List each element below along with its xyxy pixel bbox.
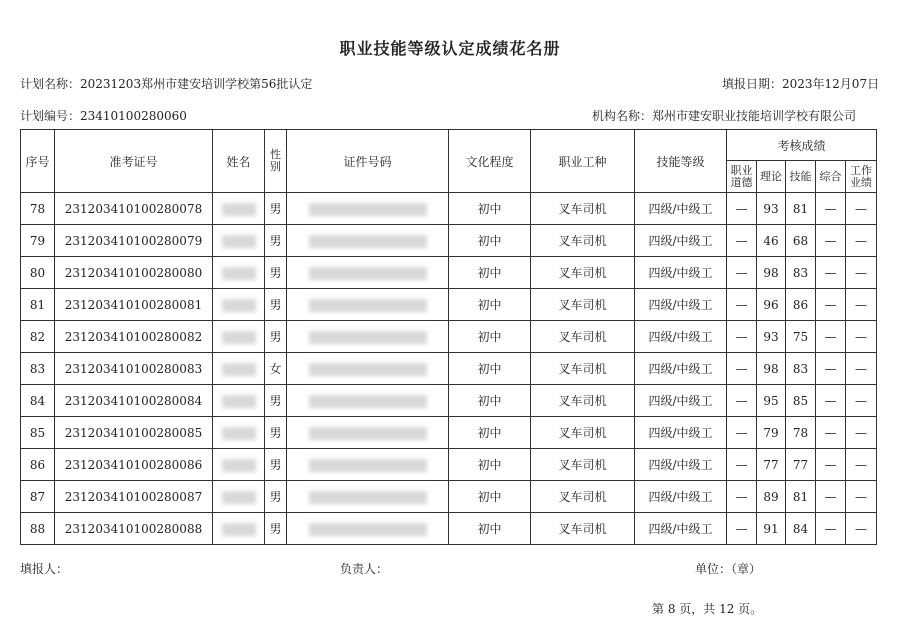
- cell-job: 叉车司机: [531, 289, 635, 321]
- header-seq: 序号: [21, 130, 55, 193]
- cell-exam-no: 231203410100280085: [55, 417, 213, 449]
- redacted-cert-no: [287, 353, 449, 385]
- cell-level: 四级/中级工: [635, 257, 727, 289]
- table-row: [21, 481, 877, 513]
- cell-job: 叉车司机: [531, 513, 635, 545]
- redaction-blur: [222, 491, 256, 504]
- redaction-blur: [309, 459, 427, 472]
- cell-level: 四级/中级工: [635, 417, 727, 449]
- cell-job: 叉车司机: [531, 257, 635, 289]
- redacted-name: [213, 289, 265, 321]
- cell-level: 四级/中级工: [635, 513, 727, 545]
- header-education: 文化程度: [449, 130, 531, 193]
- cell-overall: —: [816, 225, 846, 257]
- plan-name: 计划名称：20231203郑州市建安培训学校第56批认定: [20, 77, 313, 91]
- cell-work: —: [846, 513, 877, 545]
- redacted-name: [213, 449, 265, 481]
- cell-level: 四级/中级工: [635, 289, 727, 321]
- filler-label: 填报人：: [20, 562, 69, 576]
- cell-work: —: [846, 257, 877, 289]
- redaction-blur: [222, 363, 256, 376]
- cell-job: 叉车司机: [531, 225, 635, 257]
- header-overall: 综合: [816, 161, 846, 193]
- cell-seq: 79: [21, 225, 55, 257]
- table-row: [21, 225, 877, 257]
- cell-work: —: [846, 321, 877, 353]
- redacted-name: [213, 225, 265, 257]
- cell-gender: 男: [265, 225, 287, 257]
- cell-exam-no: 231203410100280079: [55, 225, 213, 257]
- cell-theory: 79: [757, 417, 786, 449]
- organization-name: 机构名称：郑州市建安职业技能培训学校有限公司: [592, 109, 857, 123]
- cell-exam-no: 231203410100280084: [55, 385, 213, 417]
- cell-education: 初中: [449, 225, 531, 257]
- cell-overall: —: [816, 193, 846, 225]
- cell-education: 初中: [449, 321, 531, 353]
- redacted-name: [213, 385, 265, 417]
- redaction-blur: [309, 427, 427, 440]
- redacted-cert-no: [287, 289, 449, 321]
- cell-overall: —: [816, 513, 846, 545]
- header-theory: 理论: [757, 161, 786, 193]
- cell-theory: 77: [757, 449, 786, 481]
- redacted-name: [213, 353, 265, 385]
- cell-theory: 98: [757, 257, 786, 289]
- cell-skill: 81: [786, 193, 816, 225]
- redaction-blur: [309, 395, 427, 408]
- cell-gender: 男: [265, 321, 287, 353]
- cell-seq: 88: [21, 513, 55, 545]
- redaction-blur: [222, 331, 256, 344]
- cell-skill: 68: [786, 225, 816, 257]
- cell-job: 叉车司机: [531, 481, 635, 513]
- cell-ethics: —: [727, 257, 757, 289]
- cell-overall: —: [816, 449, 846, 481]
- cell-exam-no: 231203410100280078: [55, 193, 213, 225]
- cell-overall: —: [816, 481, 846, 513]
- cell-exam-no: 231203410100280087: [55, 481, 213, 513]
- plan-number: 计划编号：23410100280060: [20, 109, 187, 123]
- cell-work: —: [846, 289, 877, 321]
- cell-work: —: [846, 481, 877, 513]
- cell-exam-no: 231203410100280088: [55, 513, 213, 545]
- cell-theory: 98: [757, 353, 786, 385]
- cell-ethics: —: [727, 385, 757, 417]
- cell-theory: 93: [757, 193, 786, 225]
- cell-skill: 77: [786, 449, 816, 481]
- cell-job: 叉车司机: [531, 321, 635, 353]
- redaction-blur: [309, 363, 427, 376]
- cell-skill: 78: [786, 417, 816, 449]
- cell-work: —: [846, 193, 877, 225]
- redacted-cert-no: [287, 257, 449, 289]
- cell-overall: —: [816, 417, 846, 449]
- redaction-blur: [222, 299, 256, 312]
- cell-work: —: [846, 449, 877, 481]
- header-level: 技能等级: [635, 130, 727, 193]
- cell-overall: —: [816, 257, 846, 289]
- cell-work: —: [846, 417, 877, 449]
- cell-gender: 男: [265, 385, 287, 417]
- redaction-blur: [309, 331, 427, 344]
- cell-skill: 81: [786, 481, 816, 513]
- redacted-name: [213, 481, 265, 513]
- cell-ethics: —: [727, 513, 757, 545]
- cell-job: 叉车司机: [531, 193, 635, 225]
- cell-exam-no: 231203410100280086: [55, 449, 213, 481]
- redaction-blur: [309, 235, 427, 248]
- cell-exam-no: 231203410100280081: [55, 289, 213, 321]
- cell-skill: 83: [786, 353, 816, 385]
- header-ethics: 职业道德: [727, 161, 757, 193]
- redaction-blur: [222, 235, 256, 248]
- redacted-cert-no: [287, 321, 449, 353]
- redacted-cert-no: [287, 449, 449, 481]
- cell-education: 初中: [449, 417, 531, 449]
- cell-exam-no: 231203410100280083: [55, 353, 213, 385]
- cell-ethics: —: [727, 449, 757, 481]
- table-row: [21, 353, 877, 385]
- cell-skill: 84: [786, 513, 816, 545]
- cell-education: 初中: [449, 257, 531, 289]
- table-row: [21, 513, 877, 545]
- redaction-blur: [222, 427, 256, 440]
- cell-level: 四级/中级工: [635, 225, 727, 257]
- redacted-cert-no: [287, 385, 449, 417]
- cell-education: 初中: [449, 481, 531, 513]
- fill-date: 填报日期：2023年12月07日: [722, 77, 880, 91]
- redacted-name: [213, 257, 265, 289]
- document-title: 职业技能等级认定成绩花名册: [339, 39, 561, 58]
- table-row: [21, 257, 877, 289]
- cell-ethics: —: [727, 417, 757, 449]
- cell-education: 初中: [449, 353, 531, 385]
- cell-job: 叉车司机: [531, 353, 635, 385]
- cell-seq: 81: [21, 289, 55, 321]
- cell-overall: —: [816, 321, 846, 353]
- cell-seq: 80: [21, 257, 55, 289]
- cell-education: 初中: [449, 193, 531, 225]
- table-row: [21, 417, 877, 449]
- cell-theory: 96: [757, 289, 786, 321]
- cell-education: 初中: [449, 385, 531, 417]
- redaction-blur: [309, 491, 427, 504]
- cell-seq: 82: [21, 321, 55, 353]
- cell-skill: 85: [786, 385, 816, 417]
- cell-job: 叉车司机: [531, 385, 635, 417]
- cell-level: 四级/中级工: [635, 449, 727, 481]
- cell-gender: 女: [265, 353, 287, 385]
- redacted-cert-no: [287, 513, 449, 545]
- cell-gender: 男: [265, 417, 287, 449]
- cell-job: 叉车司机: [531, 449, 635, 481]
- cell-seq: 87: [21, 481, 55, 513]
- cell-ethics: —: [727, 289, 757, 321]
- cell-level: 四级/中级工: [635, 385, 727, 417]
- cell-education: 初中: [449, 289, 531, 321]
- responsible-label: 负责人：: [340, 562, 389, 576]
- redaction-blur: [222, 459, 256, 472]
- cell-seq: 78: [21, 193, 55, 225]
- redacted-name: [213, 513, 265, 545]
- cell-gender: 男: [265, 449, 287, 481]
- unit-stamp-label: 单位：（章）: [695, 562, 762, 576]
- redaction-blur: [222, 395, 256, 408]
- redacted-cert-no: [287, 417, 449, 449]
- redaction-blur: [309, 267, 427, 280]
- cell-ethics: —: [727, 321, 757, 353]
- header-work: 工作业绩: [846, 161, 877, 193]
- cell-level: 四级/中级工: [635, 481, 727, 513]
- redaction-blur: [222, 203, 256, 216]
- redaction-blur: [309, 299, 427, 312]
- header-scores: 考核成绩: [727, 130, 877, 161]
- cell-theory: 93: [757, 321, 786, 353]
- cell-overall: —: [816, 385, 846, 417]
- cell-work: —: [846, 385, 877, 417]
- cell-overall: —: [816, 353, 846, 385]
- cell-work: —: [846, 225, 877, 257]
- cell-gender: 男: [265, 481, 287, 513]
- header-cert-no: 证件号码: [287, 130, 449, 193]
- redacted-name: [213, 321, 265, 353]
- cell-exam-no: 231203410100280082: [55, 321, 213, 353]
- cell-skill: 83: [786, 257, 816, 289]
- table-row: [21, 193, 877, 225]
- redacted-cert-no: [287, 481, 449, 513]
- redacted-cert-no: [287, 193, 449, 225]
- redaction-blur: [222, 267, 256, 280]
- cell-seq: 86: [21, 449, 55, 481]
- cell-theory: 89: [757, 481, 786, 513]
- header-exam-no: 准考证号: [55, 130, 213, 193]
- redacted-name: [213, 417, 265, 449]
- cell-overall: —: [816, 289, 846, 321]
- score-roster-table: [20, 129, 877, 545]
- cell-theory: 91: [757, 513, 786, 545]
- cell-ethics: —: [727, 225, 757, 257]
- cell-job: 叉车司机: [531, 417, 635, 449]
- redaction-blur: [222, 523, 256, 536]
- redacted-name: [213, 193, 265, 225]
- cell-seq: 85: [21, 417, 55, 449]
- table-row: [21, 321, 877, 353]
- table-row: [21, 289, 877, 321]
- cell-ethics: —: [727, 353, 757, 385]
- cell-skill: 86: [786, 289, 816, 321]
- table-row: [21, 385, 877, 417]
- cell-education: 初中: [449, 513, 531, 545]
- cell-theory: 95: [757, 385, 786, 417]
- cell-level: 四级/中级工: [635, 193, 727, 225]
- redaction-blur: [309, 523, 427, 536]
- cell-skill: 75: [786, 321, 816, 353]
- header-job: 职业工种: [531, 130, 635, 193]
- cell-education: 初中: [449, 449, 531, 481]
- cell-gender: 男: [265, 193, 287, 225]
- cell-seq: 84: [21, 385, 55, 417]
- cell-ethics: —: [727, 193, 757, 225]
- cell-gender: 男: [265, 513, 287, 545]
- cell-level: 四级/中级工: [635, 321, 727, 353]
- cell-theory: 46: [757, 225, 786, 257]
- redacted-cert-no: [287, 225, 449, 257]
- table-row: [21, 449, 877, 481]
- header-name: 姓名: [213, 130, 265, 193]
- cell-work: —: [846, 353, 877, 385]
- cell-gender: 男: [265, 257, 287, 289]
- cell-seq: 83: [21, 353, 55, 385]
- header-gender: 性别: [265, 130, 287, 193]
- cell-level: 四级/中级工: [635, 353, 727, 385]
- redaction-blur: [309, 203, 427, 216]
- cell-ethics: —: [727, 481, 757, 513]
- header-skill: 技能: [786, 161, 816, 193]
- page-indicator: 第 8 页，共 12 页。: [652, 602, 763, 616]
- cell-exam-no: 231203410100280080: [55, 257, 213, 289]
- cell-gender: 男: [265, 289, 287, 321]
